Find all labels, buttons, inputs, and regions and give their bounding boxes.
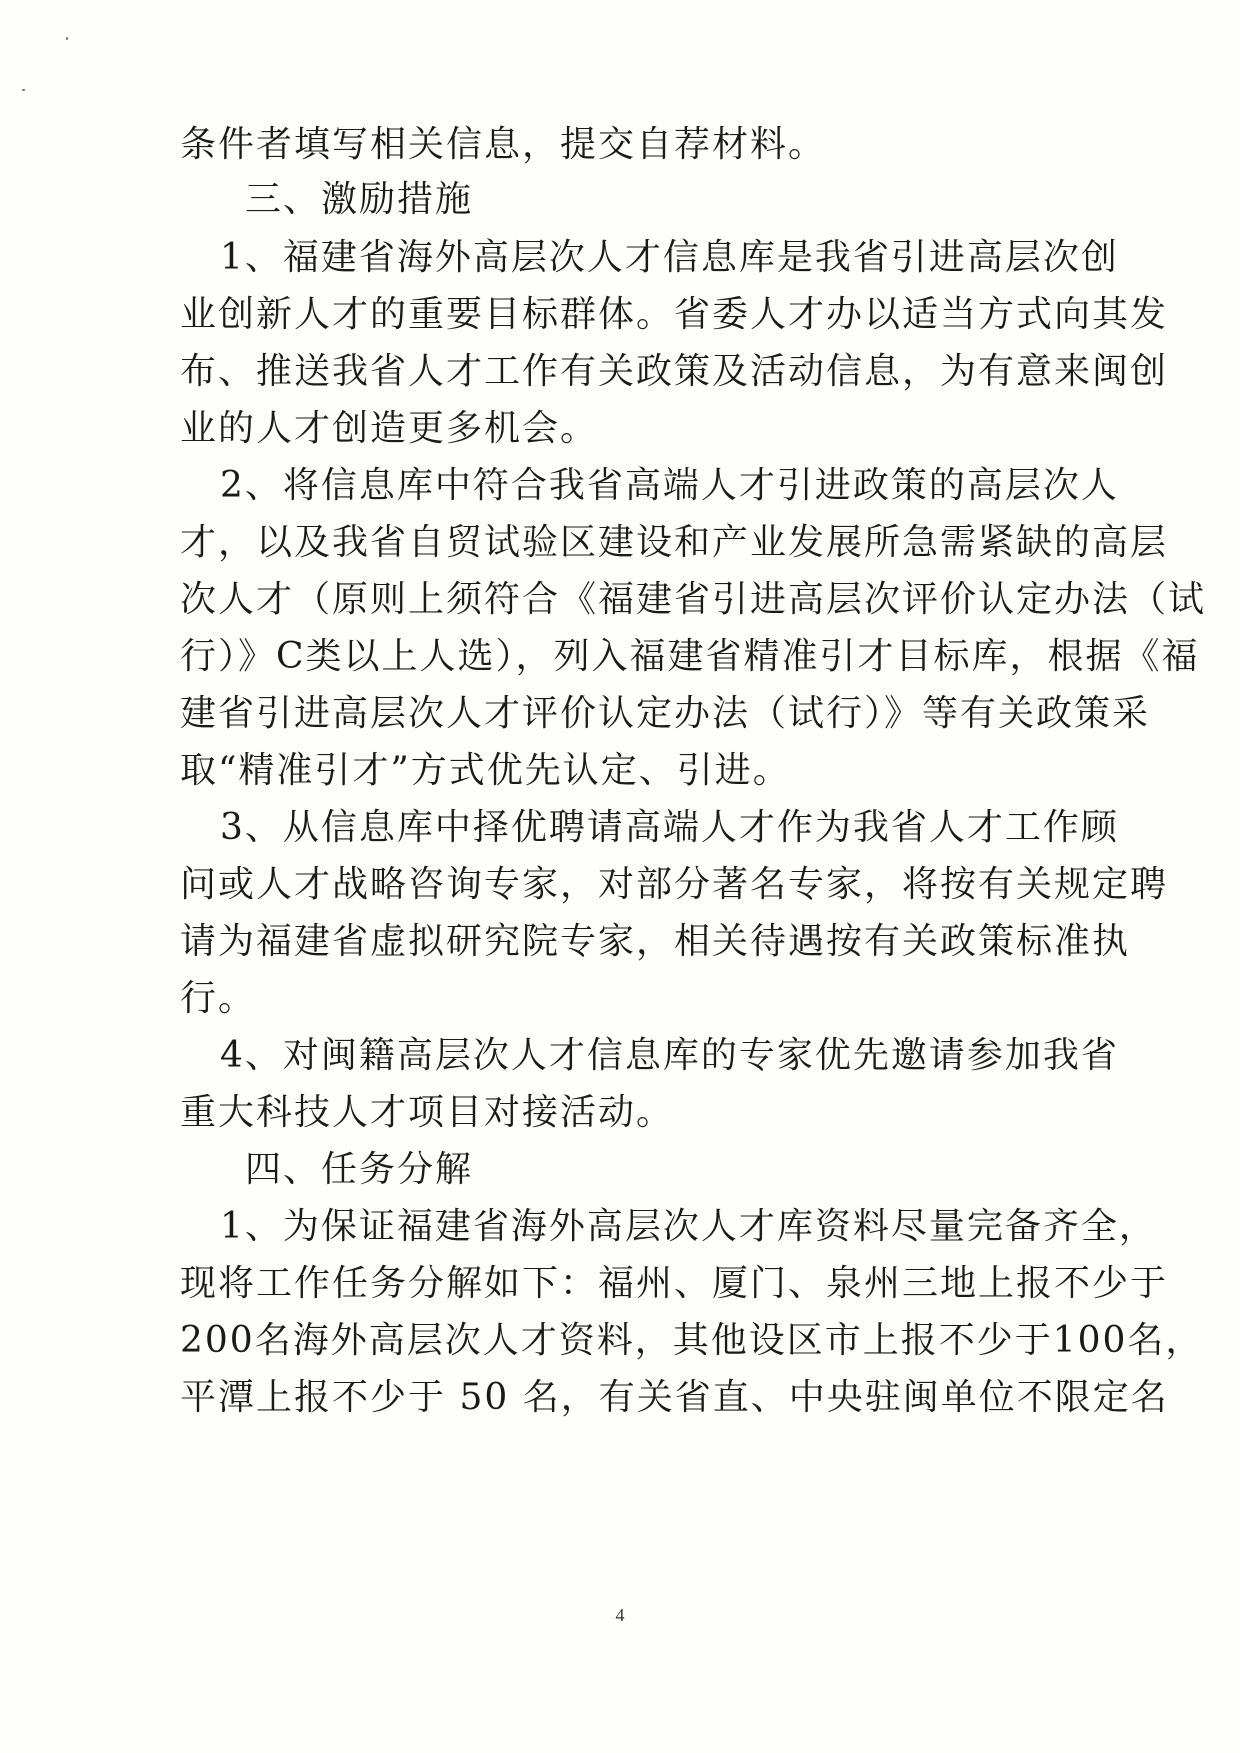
section-heading-task-breakdown: 四、任务分解	[245, 1149, 474, 1190]
body-line: 布、推送我省人才工作有关政策及活动信息，为有意来闽创	[180, 351, 1169, 392]
body-line: 4、对闽籍高层次人才信息库的专家优先邀请参加我省	[220, 1035, 1119, 1076]
body-line: 现将工作任务分解如下：福州、厦门、泉州三地上报不少于	[180, 1263, 1169, 1304]
body-line: 才，以及我省自贸试验区建设和产业发展所急需紧缺的高层	[180, 522, 1169, 563]
body-line: 次人才（原则上须符合《福建省引进高层次评价认定办法（试	[180, 579, 1207, 620]
body-line: 业创新人才的重要目标群体。省委人才办以适当方式向其发	[180, 294, 1169, 335]
body-line: 200名海外高层次人才资料，其他设区市上报不少于100名，	[180, 1320, 1204, 1361]
body-line: 行）》C类以上人选），列入福建省精准引才目标库，根据《福	[180, 636, 1200, 677]
body-line: 1、福建省海外高层次人才信息库是我省引进高层次创	[220, 237, 1119, 278]
body-line: 3、从信息库中择优聘请高端人才作为我省人才工作顾	[220, 807, 1119, 848]
body-line: 1、为保证福建省海外高层次人才库资料尽量完备齐全，	[220, 1206, 1157, 1247]
body-line: 重大科技人才项目对接活动。	[180, 1092, 675, 1133]
body-line: 条件者填写相关信息，提交自荐材料。	[180, 124, 827, 165]
body-line: 建省引进高层次人才评价认定办法（试行）》等有关政策采	[180, 693, 1151, 734]
body-line: 行。	[180, 978, 257, 1019]
body-line: 问或人才战略咨询专家，对部分著名专家，将按有关规定聘	[180, 864, 1169, 905]
body-line: 取“精准引才”方式优先认定、引进。	[180, 750, 791, 791]
scan-speck	[66, 37, 68, 40]
page-number: 4	[615, 1605, 625, 1625]
body-line: 2、将信息库中符合我省高端人才引进政策的高层次人	[220, 465, 1119, 506]
section-heading-incentives: 三、激励措施	[245, 179, 474, 220]
body-line: 请为福建省虚拟研究院专家，相关待遇按有关政策标准执	[180, 921, 1131, 962]
body-line: 业的人才创造更多机会。	[180, 408, 599, 449]
body-line: 平潭上报不少于 50 名，有关省直、中央驻闽单位不限定名	[180, 1377, 1169, 1418]
scan-speck	[22, 89, 25, 91]
